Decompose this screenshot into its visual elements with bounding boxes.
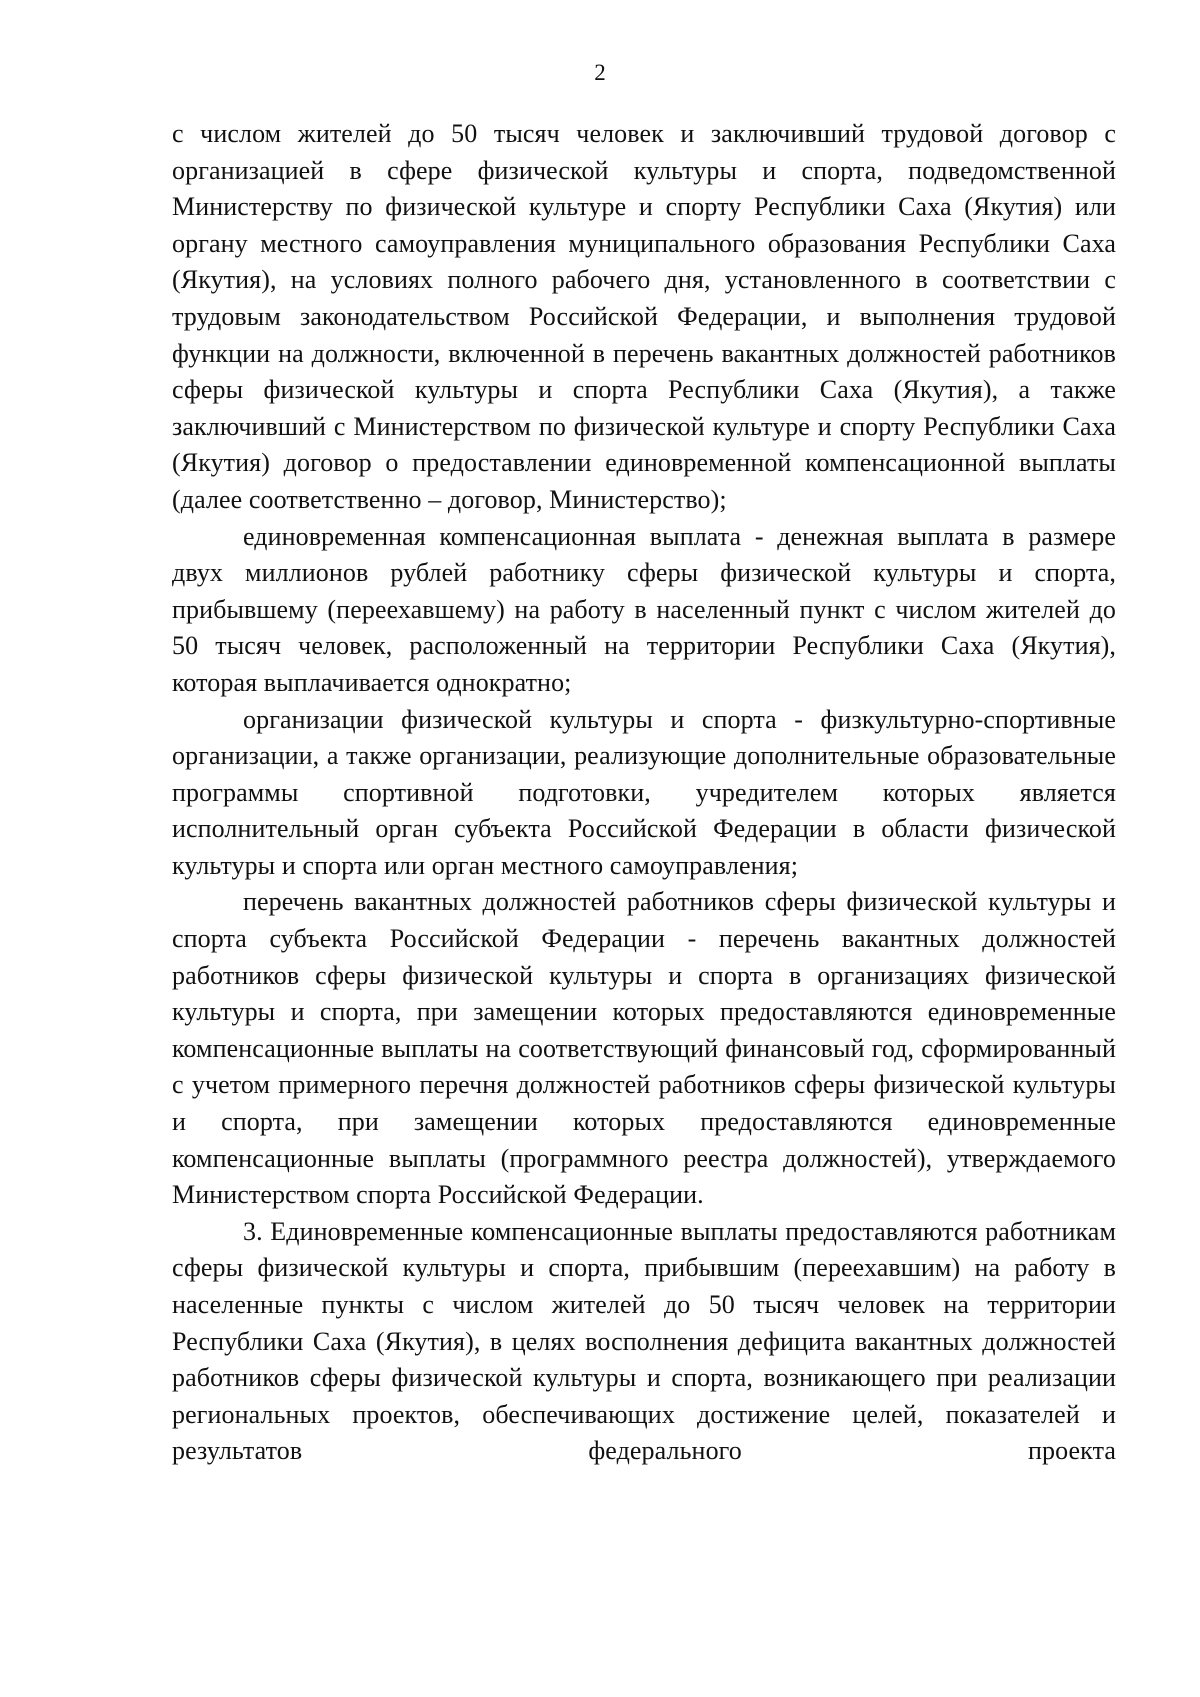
paragraph-vacancy-list-definition: перечень вакантных должностей работников сферы физической культуры и спорта субъекта Российской Федерации - перечень вакантных должностей работников сферы физической культуры и спорта в организациях физической культуры и спорта, при замещении которых предоставляются единовременные компенсационные выплаты на соответствующий финансовый год, сформированный с учетом примерного перечня должностей работников сферы физической культуры и спорта, при замещении которых предоставляются единовременные компенсационные выплаты (программного реестра должностей), утверждаемого Министерством спорта Российской Федерации. bbox=[172, 887, 1116, 1210]
page-number: 2 bbox=[594, 60, 606, 85]
paragraph-continuation: с числом жителей до 50 тысяч человек и заключивший трудовой договор с организацией в сфере физической культуры и спорта, подведомственной Министерству по физической культуре и спорту Республики Саха (Якутия) или органу местного самоуправления муниципального образования Республики Саха (Якутия), на условиях полного рабочего дня, установленного в соответствии с трудовым законодательством Российской Федерации, и выполнения трудовой функции на должности, включенной в перечень вакантных должностей работников сферы физической культуры и спорта Республики Саха (Якутия), а также заключивший с Министерством по физической культуре и спорту Республики Саха (Якутия) договор о предоставлении единовременной компенсационной выплаты (далее соответственно – договор, Министерство); bbox=[172, 119, 1116, 514]
paragraph-sports-organizations-definition: организации физической культуры и спорта - физкультурно-спортивные организации, а также организации, реализующие дополнительные образовательные программы спортивной подготовки, учредителем которых является исполнительный орган субъекта Российской Федерации в области физической культуры и спорта или орган местного самоуправления; bbox=[172, 704, 1116, 880]
paragraph-lump-sum-payment-definition: единовременная компенсационная выплата - денежная выплата в размере двух миллионов рублей работнику сферы физической культуры и спорта, прибывшему (переехавшему) на работу в населенный пункт с числом жителей до 50 тысяч человек, расположенный на территории Республики Саха (Якутия), которая выплачивается однократно; bbox=[172, 521, 1116, 697]
paragraph-item-3: 3. Единовременные компенсационные выплаты предоставляются работникам сферы физической культуры и спорта, прибывшим (переехавшим) на работу в населенные пункты с числом жителей до 50 тысяч человек на территории Республики Саха (Якутия), в целях восполнения дефицита вакантных должностей работников сферы физической культуры и спорта, возникающего при реализации региональных проектов, обеспечивающих достижение целей, показателей и результатов федерального проекта bbox=[172, 1216, 1116, 1466]
document-body bbox=[172, 116, 1116, 1470]
